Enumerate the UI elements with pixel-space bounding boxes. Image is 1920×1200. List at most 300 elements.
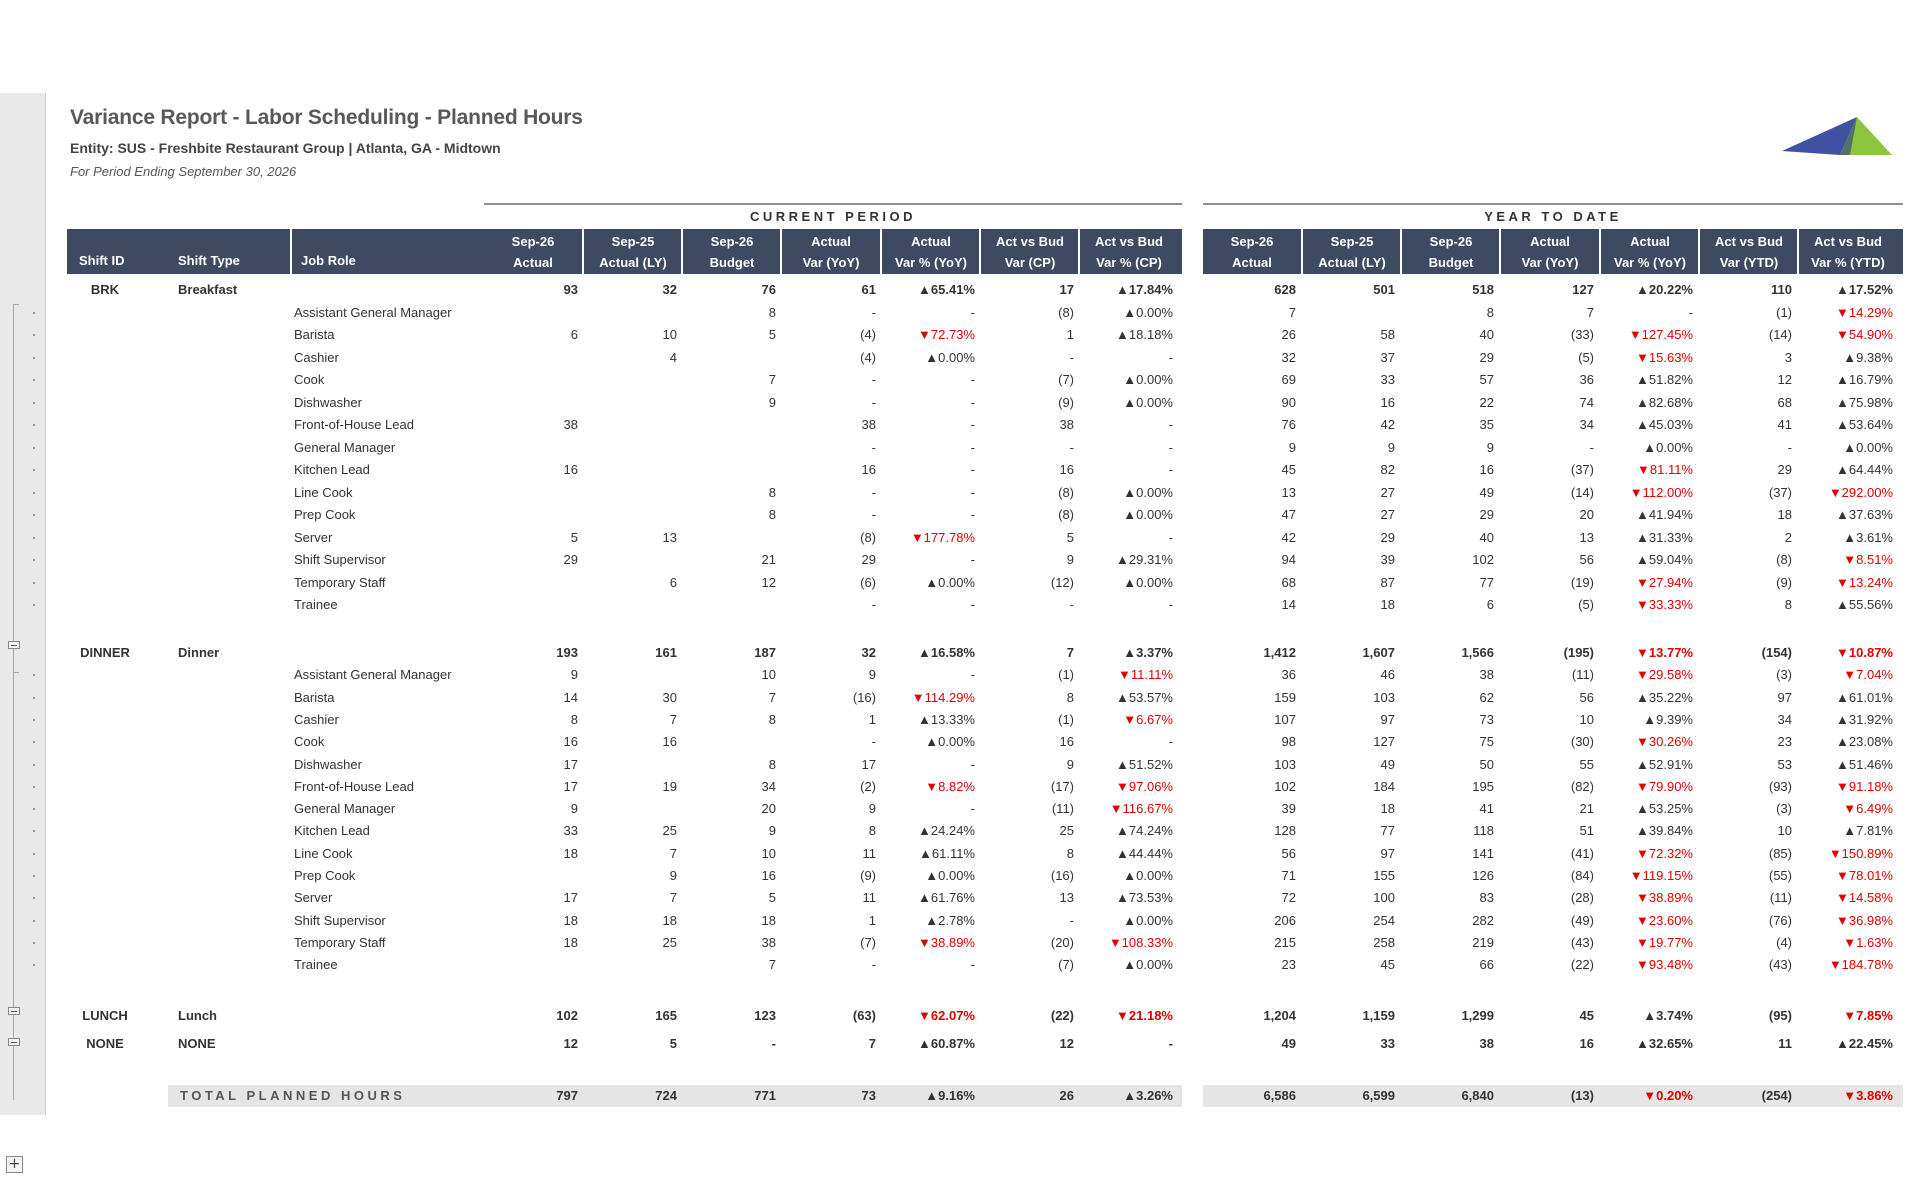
cell-cp-actual-ly: 7: [669, 845, 677, 861]
cell-ytd-var-yoy: (43): [1570, 934, 1594, 950]
cell-cp-var-pct-yoy: ▲13.33%: [918, 711, 975, 727]
cell-ytd-var-bud: 2: [1784, 529, 1792, 545]
cell-cp-var-pct-yoy: ▼38.89%: [918, 934, 975, 950]
cell-cp-var-bud: 9: [1066, 552, 1074, 567]
cell-cp-actual-ly: 10: [662, 327, 677, 342]
cell-cp-actual-ly: 18: [662, 912, 677, 928]
cell-ytd-var-pct-yoy: ▲32.65%: [1636, 1036, 1693, 1051]
job-role-row: [0, 302, 1920, 324]
cell-cp-var-yoy: (7): [860, 934, 876, 950]
cell-ytd-var-pct-bud: ▲23.08%: [1836, 734, 1893, 750]
cell-cp-var-pct-bud: ▲0.00%: [1123, 304, 1173, 320]
cell-ytd-var-pct-bud: ▼1.63%: [1843, 934, 1893, 950]
cell-ytd-var-pct-yoy: ▲52.91%: [1636, 756, 1693, 772]
cell-cp-var-pct-yoy: ▼8.82%: [925, 778, 975, 794]
cell-ytd-actual-ly: 33: [1380, 372, 1395, 387]
job-role: Assistant General Manager: [294, 667, 452, 683]
cell-ytd-var-pct-yoy: ▲35.22%: [1636, 689, 1693, 705]
cell-cp-budget: 5: [768, 890, 776, 906]
cell-ytd-var-yoy: (49): [1570, 912, 1594, 928]
cell-cp-var-pct-bud: ▲0.00%: [1123, 912, 1173, 928]
cell-cp-actual-ly: 7: [669, 711, 677, 727]
cell-ytd-var-bud: 10: [1777, 823, 1792, 839]
cell-cp-budget: 123: [754, 1008, 776, 1023]
cell-cp-var-bud: 13: [1059, 890, 1074, 906]
cell-ytd-var-yoy: 74: [1579, 394, 1594, 410]
cell-ytd-actual-ly: 100: [1373, 890, 1395, 906]
cell-ytd-actual-ly: 1,159: [1362, 1008, 1395, 1023]
cell-ytd-budget: 1,566: [1461, 645, 1494, 660]
col-header-line2: Var % (YTD): [1811, 255, 1885, 270]
cell-ytd-actual: 76: [1281, 417, 1296, 432]
cell-ytd-budget: 102: [1472, 552, 1494, 567]
header-separator: [1599, 229, 1601, 274]
cell-ytd-var-bud: 11: [1778, 1036, 1792, 1051]
job-role-row: [0, 504, 1920, 526]
job-role-row: [0, 843, 1920, 865]
cell-ytd-actual: 90: [1281, 394, 1296, 410]
cell-cp-actual: 17: [563, 890, 578, 906]
cell-ytd-actual: 206: [1274, 912, 1296, 928]
cell-cp-var-yoy: (9): [860, 868, 876, 883]
cell-ytd-var-bud: (37): [1768, 484, 1792, 500]
job-role-row: [0, 437, 1920, 459]
col-cp-actual-ly: [584, 229, 682, 274]
col-header-line2: Actual: [513, 255, 553, 270]
cell-ytd-var-pct-bud: ▲53.64%: [1836, 417, 1893, 432]
cell-cp-var-yoy: 61: [861, 282, 876, 297]
cell-ytd-actual-ly: 77: [1380, 823, 1395, 839]
cell-ytd-actual: 56: [1281, 845, 1296, 861]
section-year-to-date: YEAR TO DATE: [1203, 203, 1903, 231]
cell-cp-budget: 16: [761, 868, 776, 883]
cell-ytd-actual: 6,586: [1263, 1088, 1296, 1103]
cell-cp-var-pct-yoy: -: [970, 304, 975, 320]
cell-ytd-var-pct-bud: ▲75.98%: [1836, 394, 1893, 410]
cell-ytd-var-bud: 23: [1777, 734, 1792, 750]
cell-ytd-var-pct-yoy: ▼0.20%: [1643, 1088, 1693, 1103]
cell-cp-var-pct-yoy: -: [970, 484, 975, 500]
cell-cp-var-pct-yoy: -: [970, 667, 975, 683]
cell-ytd-var-pct-bud: ▼150.89%: [1828, 845, 1893, 861]
header-separator: [290, 229, 292, 274]
job-role-row: [0, 687, 1920, 709]
cell-ytd-budget: 141: [1472, 845, 1494, 861]
cell-ytd-var-bud: -: [1787, 439, 1792, 455]
cell-ytd-budget: 35: [1479, 417, 1494, 432]
cell-cp-var-pct-yoy: ▲61.11%: [919, 845, 975, 861]
cell-ytd-var-bud: (3): [1776, 667, 1792, 683]
total-row: [0, 1085, 1920, 1107]
cell-ytd-budget: 22: [1479, 394, 1494, 410]
cell-ytd-var-bud: (55): [1768, 868, 1792, 883]
cell-cp-actual: 18: [563, 845, 578, 861]
cell-cp-var-yoy: 16: [861, 462, 876, 477]
job-role: Server: [294, 529, 333, 545]
cell-cp-var-bud: 26: [1059, 1088, 1074, 1103]
cell-ytd-actual-ly: 27: [1380, 507, 1395, 522]
cell-ytd-budget: 8: [1486, 304, 1494, 320]
cell-cp-actual: 18: [563, 934, 578, 950]
cell-cp-actual-ly: 19: [662, 778, 677, 794]
cell-cp-var-pct-yoy: -: [970, 552, 975, 567]
shift-id: LUNCH: [82, 1008, 128, 1023]
col-header-line1: Act vs Bud: [996, 234, 1064, 249]
cell-cp-var-pct-yoy: -: [970, 462, 975, 477]
cell-ytd-actual-ly: 9: [1387, 439, 1395, 455]
job-role: Line Cook: [294, 484, 353, 500]
cell-ytd-var-pct-bud: ▼78.01%: [1836, 868, 1893, 883]
cell-ytd-actual: 9: [1288, 439, 1296, 455]
cell-cp-budget: 7: [768, 372, 776, 387]
col-header-line2: Var % (YoY): [894, 255, 967, 270]
job-role-row: [0, 754, 1920, 776]
cell-ytd-var-pct-bud: ▼91.18%: [1836, 778, 1893, 794]
job-role: Trainee: [294, 957, 338, 973]
cell-cp-actual: 17: [563, 756, 578, 772]
cell-ytd-actual: 39: [1281, 801, 1296, 817]
cell-ytd-var-pct-bud: ▲0.00%: [1843, 439, 1893, 455]
job-role: Temporary Staff: [294, 934, 386, 950]
cell-ytd-var-pct-bud: ▲22.45%: [1836, 1036, 1893, 1051]
job-role-row: [0, 664, 1920, 686]
job-role: General Manager: [294, 801, 396, 817]
cell-ytd-var-pct-yoy: ▼30.26%: [1636, 734, 1693, 750]
period-ending: For Period Ending September 30, 2026: [70, 164, 297, 179]
col-ytd-budget: [1402, 229, 1500, 274]
cell-ytd-budget: 66: [1479, 957, 1494, 973]
cell-ytd-actual: 102: [1274, 778, 1296, 794]
job-role: Cook: [294, 372, 325, 387]
job-role: Server: [294, 890, 333, 906]
col-ytd-var-yoy: [1501, 229, 1599, 274]
cell-cp-var-pct-yoy: ▲65.41%: [918, 282, 975, 297]
col-header-line1: Actual: [1630, 234, 1670, 249]
cell-ytd-budget: 40: [1479, 327, 1494, 342]
cell-ytd-var-pct-bud: ▼13.24%: [1836, 574, 1893, 590]
col-header-line2: Var (YTD): [1719, 255, 1779, 270]
cell-ytd-actual: 72: [1281, 890, 1296, 906]
cell-ytd-var-yoy: 56: [1579, 552, 1594, 567]
cell-cp-budget: 7: [768, 689, 776, 705]
cell-ytd-var-pct-yoy: ▲53.25%: [1636, 801, 1693, 817]
shift-type: Lunch: [178, 1008, 217, 1023]
cell-cp-var-bud: (7): [1058, 957, 1074, 973]
cell-cp-actual: 93: [563, 282, 578, 297]
job-role-row: [0, 459, 1920, 481]
cell-cp-var-pct-bud: ▲0.00%: [1123, 484, 1173, 500]
cell-ytd-var-pct-yoy: ▲59.04%: [1636, 552, 1693, 567]
col-cp-actual: [484, 229, 582, 274]
cell-cp-var-yoy: 9: [868, 801, 876, 817]
cell-cp-actual-ly: 13: [662, 529, 677, 545]
job-role: Prep Cook: [294, 507, 356, 522]
cell-cp-budget: 8: [768, 756, 776, 772]
cell-cp-budget: 771: [754, 1088, 776, 1103]
job-role: General Manager: [294, 439, 396, 455]
cell-cp-actual: 16: [563, 734, 578, 750]
cell-ytd-var-pct-bud: ▲61.01%: [1836, 689, 1893, 705]
cell-ytd-var-bud: (95): [1768, 1008, 1792, 1023]
cell-ytd-var-pct-yoy: ▲0.00%: [1643, 439, 1693, 455]
job-role: Trainee: [294, 597, 338, 612]
col-header-line2: Var % (CP): [1096, 255, 1162, 270]
cell-cp-var-bud: -: [1069, 349, 1074, 365]
cell-ytd-var-pct-yoy: ▼81.11%: [1637, 462, 1693, 477]
shift-id: NONE: [86, 1036, 124, 1051]
cell-ytd-budget: 49: [1479, 484, 1494, 500]
col-header-line1: Sep-25: [1330, 234, 1374, 249]
header-separator: [1400, 229, 1402, 274]
cell-ytd-actual: 103: [1274, 756, 1296, 772]
cell-ytd-var-pct-bud: ▼8.51%: [1843, 552, 1893, 567]
cell-ytd-budget: 6,840: [1461, 1088, 1494, 1103]
cell-ytd-var-yoy: 13: [1579, 529, 1594, 545]
cell-ytd-var-bud: 53: [1777, 756, 1792, 772]
cell-ytd-var-yoy: (28): [1570, 890, 1594, 906]
cell-ytd-actual-ly: 97: [1380, 711, 1395, 727]
cell-cp-var-yoy: -: [871, 957, 876, 973]
cell-ytd-actual-ly: 16: [1380, 394, 1395, 410]
cell-ytd-actual-ly: 6,599: [1362, 1088, 1395, 1103]
cell-cp-var-pct-yoy: -: [970, 394, 975, 410]
cell-cp-budget: 76: [761, 282, 776, 297]
cell-cp-var-pct-bud: ▼6.67%: [1123, 711, 1173, 727]
cell-ytd-actual: 215: [1274, 934, 1296, 950]
cell-cp-var-pct-bud: ▲73.53%: [1116, 890, 1173, 906]
cell-cp-budget: 20: [761, 801, 776, 817]
cell-ytd-var-bud: 68: [1777, 394, 1792, 410]
cell-ytd-actual: 128: [1274, 823, 1296, 839]
cell-ytd-actual-ly: 258: [1373, 934, 1395, 950]
cell-cp-var-pct-yoy: -: [970, 439, 975, 455]
cell-cp-var-yoy: -: [871, 394, 876, 410]
cell-cp-var-bud: 9: [1066, 756, 1074, 772]
cell-cp-var-pct-yoy: ▼177.78%: [910, 529, 975, 545]
cell-ytd-actual-ly: 184: [1373, 778, 1395, 794]
cell-cp-var-pct-yoy: -: [970, 372, 975, 387]
cell-ytd-var-pct-bud: ▼14.58%: [1836, 890, 1893, 906]
cell-ytd-var-yoy: 51: [1579, 823, 1594, 839]
cell-ytd-budget: 83: [1479, 890, 1494, 906]
cell-ytd-actual-ly: 42: [1380, 417, 1395, 432]
cell-cp-var-pct-yoy: ▲60.87%: [918, 1036, 975, 1051]
cell-cp-actual-ly: 30: [662, 689, 677, 705]
col-header-line2: Budget: [709, 255, 755, 270]
cell-ytd-budget: 77: [1479, 574, 1494, 590]
cell-ytd-var-pct-yoy: ▼38.89%: [1636, 890, 1693, 906]
cell-ytd-var-pct-yoy: ▲3.74%: [1643, 1008, 1693, 1023]
cell-ytd-var-yoy: 7: [1586, 304, 1594, 320]
cell-ytd-var-pct-bud: ▲37.63%: [1836, 507, 1893, 522]
cell-ytd-budget: 16: [1479, 462, 1494, 477]
cell-ytd-var-pct-bud: ▼6.49%: [1843, 801, 1893, 817]
cell-ytd-var-pct-yoy: ▼93.48%: [1636, 957, 1693, 973]
job-role: Shift Supervisor: [294, 912, 386, 928]
job-role-row: [0, 414, 1920, 436]
cell-ytd-actual: 32: [1281, 349, 1296, 365]
company-logo: [1782, 111, 1902, 159]
cell-ytd-var-bud: (8): [1776, 552, 1792, 567]
cell-cp-var-yoy: 1: [868, 711, 876, 727]
job-role: Prep Cook: [294, 868, 356, 883]
job-role-row: [0, 887, 1920, 909]
cell-cp-var-yoy: (4): [860, 349, 876, 365]
cell-ytd-actual: 26: [1281, 327, 1296, 342]
cell-cp-actual: 8: [570, 711, 578, 727]
cell-cp-var-pct-bud: ▲0.00%: [1123, 868, 1173, 883]
cell-cp-var-bud: 5: [1066, 529, 1074, 545]
job-role-row: [0, 369, 1920, 391]
cell-cp-budget: 8: [768, 304, 776, 320]
cell-cp-var-pct-bud: ▼108.33%: [1108, 934, 1173, 950]
shift-group-row: [0, 1033, 1920, 1055]
header-separator: [780, 229, 782, 274]
cell-ytd-var-pct-yoy: ▲41.94%: [1636, 507, 1693, 522]
cell-cp-var-yoy: (8): [860, 529, 876, 545]
cell-ytd-budget: 282: [1472, 912, 1494, 928]
cell-cp-actual: 5: [570, 529, 578, 545]
cell-cp-var-pct-bud: ▲51.52%: [1116, 756, 1173, 772]
cell-ytd-var-yoy: (11): [1571, 667, 1594, 683]
cell-ytd-actual-ly: 1,607: [1362, 645, 1395, 660]
cell-cp-var-pct-bud: ▲44.44%: [1116, 845, 1173, 861]
cell-cp-var-yoy: -: [871, 597, 876, 612]
cell-ytd-actual: 45: [1281, 462, 1296, 477]
cell-cp-var-pct-yoy: ▲2.78%: [925, 912, 975, 928]
cell-ytd-var-pct-yoy: ▲45.03%: [1636, 417, 1693, 432]
cell-cp-var-pct-yoy: ▼62.07%: [918, 1008, 975, 1023]
cell-ytd-actual-ly: 501: [1373, 282, 1395, 297]
cell-ytd-budget: 219: [1472, 934, 1494, 950]
cell-cp-var-pct-yoy: ▲61.76%: [918, 890, 975, 906]
cell-ytd-var-bud: 110: [1771, 282, 1792, 297]
cell-ytd-var-yoy: (33): [1570, 327, 1594, 342]
cell-ytd-actual: 107: [1274, 711, 1296, 727]
cell-ytd-budget: 50: [1479, 756, 1494, 772]
cell-ytd-actual: 628: [1274, 282, 1296, 297]
col-header-line2: Actual (LY): [599, 255, 667, 270]
total-label: TOTAL PLANNED HOURS: [180, 1088, 406, 1103]
job-role: Front-of-House Lead: [294, 778, 414, 794]
cell-ytd-var-yoy: 20: [1579, 507, 1594, 522]
job-role-row: [0, 776, 1920, 798]
cell-ytd-var-pct-bud: ▼3.86%: [1843, 1088, 1893, 1103]
cell-ytd-actual: 36: [1281, 667, 1296, 683]
cell-cp-var-bud: (11): [1051, 801, 1074, 817]
cell-ytd-var-yoy: 16: [1579, 1036, 1594, 1051]
header-separator: [1797, 229, 1799, 274]
cell-ytd-actual: 159: [1274, 689, 1296, 705]
cell-ytd-var-bud: (254): [1761, 1088, 1792, 1103]
cell-ytd-budget: 73: [1479, 711, 1494, 727]
cell-ytd-var-yoy: 127: [1572, 282, 1594, 297]
cell-cp-actual-ly: 724: [655, 1088, 677, 1103]
cell-cp-var-bud: 17: [1059, 282, 1074, 297]
cell-cp-var-pct-bud: ▲17.84%: [1116, 282, 1173, 297]
cell-cp-var-bud: (12): [1050, 574, 1074, 590]
cell-ytd-actual: 71: [1281, 868, 1296, 883]
cell-ytd-actual: 42: [1281, 529, 1296, 545]
cell-cp-var-pct-yoy: ▲9.16%: [925, 1088, 975, 1103]
cell-ytd-var-pct-yoy: ▼79.90%: [1636, 778, 1693, 794]
cell-ytd-var-yoy: 36: [1579, 372, 1594, 387]
report-title: Variance Report - Labor Scheduling - Planned Hours: [70, 106, 583, 129]
cell-ytd-var-pct-bud: ▼54.90%: [1836, 327, 1893, 342]
cell-ytd-var-pct-yoy: -: [1688, 304, 1693, 320]
cell-ytd-actual-ly: 18: [1380, 597, 1395, 612]
cell-cp-var-yoy: -: [871, 304, 876, 320]
job-role-row: [0, 820, 1920, 842]
cell-cp-budget: 10: [761, 845, 776, 861]
cell-cp-var-bud: 12: [1059, 1036, 1074, 1051]
cell-cp-var-bud: (1): [1058, 667, 1074, 683]
cell-ytd-var-bud: 3: [1784, 349, 1792, 365]
cell-cp-var-yoy: 8: [868, 823, 876, 839]
cell-cp-var-pct-bud: ▲3.26%: [1123, 1088, 1173, 1103]
cell-ytd-var-pct-yoy: ▼27.94%: [1636, 574, 1693, 590]
job-role: Front-of-House Lead: [294, 417, 414, 432]
cell-ytd-actual-ly: 27: [1380, 484, 1395, 500]
cell-cp-var-bud: 7: [1066, 645, 1074, 660]
col-cp-var-bud: [981, 229, 1079, 274]
cell-ytd-var-yoy: (19): [1570, 574, 1594, 590]
col-header-line2: Var (YoY): [802, 255, 860, 270]
cell-cp-actual: 193: [556, 645, 578, 660]
job-role-row: [0, 482, 1920, 504]
cell-ytd-var-pct-bud: ▲31.92%: [1836, 711, 1893, 727]
cell-ytd-actual: 13: [1281, 484, 1296, 500]
cell-ytd-var-bud: 8: [1784, 597, 1792, 612]
job-role-row: [0, 954, 1920, 976]
cell-ytd-budget: 75: [1479, 734, 1494, 750]
col-header-line2: Var (CP): [1004, 255, 1056, 270]
cell-ytd-var-bud: (1): [1776, 304, 1792, 320]
cell-cp-var-pct-yoy: ▲0.00%: [925, 868, 975, 883]
cell-cp-budget: 38: [761, 934, 776, 950]
cell-ytd-actual-ly: 103: [1373, 689, 1395, 705]
cell-cp-var-pct-yoy: -: [970, 801, 975, 817]
job-role-row: [0, 324, 1920, 346]
cell-ytd-var-bud: (3): [1776, 801, 1792, 817]
job-role-row: [0, 709, 1920, 731]
cell-cp-var-pct-yoy: ▲24.24%: [918, 823, 975, 839]
cell-ytd-var-pct-bud: ▲51.46%: [1836, 756, 1893, 772]
cell-ytd-var-pct-yoy: ▲9.39%: [1643, 711, 1693, 727]
cell-ytd-var-bud: 29: [1777, 462, 1792, 477]
cell-ytd-var-pct-yoy: ▼29.58%: [1636, 667, 1693, 683]
cell-cp-var-bud: (8): [1058, 304, 1074, 320]
cell-ytd-var-pct-yoy: ▲82.68%: [1636, 394, 1693, 410]
cell-ytd-actual-ly: 254: [1373, 912, 1395, 928]
cell-cp-budget: 34: [761, 778, 776, 794]
cell-ytd-var-yoy: (14): [1570, 484, 1594, 500]
cell-ytd-budget: 41: [1479, 801, 1494, 817]
cell-ytd-budget: 1,299: [1461, 1008, 1494, 1023]
header-separator: [582, 229, 584, 274]
col-ytd-var-pct-yoy: [1601, 229, 1699, 274]
shift-group-row: [0, 1005, 1920, 1027]
cell-cp-actual: 29: [563, 552, 578, 567]
cell-cp-var-pct-yoy: -: [970, 597, 975, 612]
cell-cp-actual: 6: [570, 327, 578, 342]
job-role: Cashier: [294, 349, 339, 365]
col-header-line1: Actual: [1530, 234, 1570, 249]
expand-all-button[interactable]: +: [6, 1156, 23, 1173]
col-cp-var-pct-bud: [1080, 229, 1178, 274]
cell-ytd-budget: 195: [1472, 778, 1494, 794]
cell-ytd-actual-ly: 87: [1380, 574, 1395, 590]
